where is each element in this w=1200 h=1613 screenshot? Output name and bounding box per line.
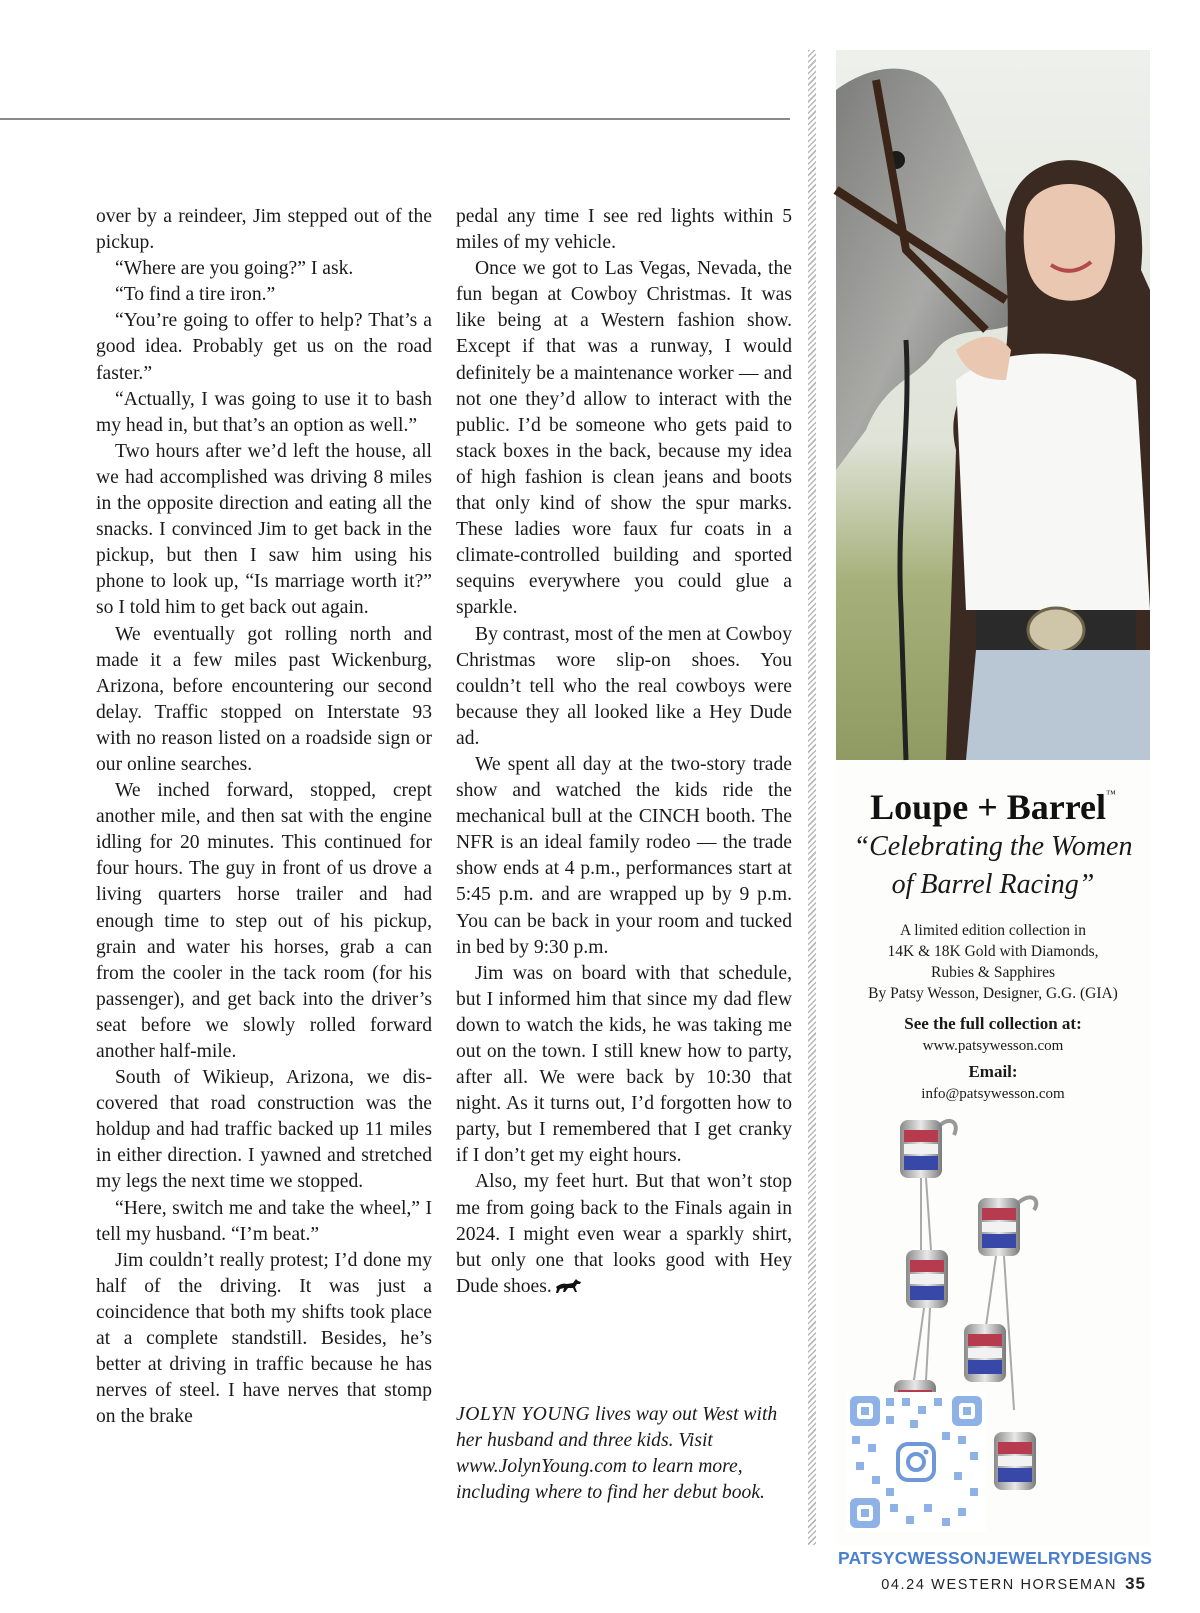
zigzag-divider	[808, 50, 816, 1545]
top-rule	[0, 118, 790, 120]
instagram-icon	[898, 1444, 934, 1480]
article-column-2	[456, 204, 792, 1300]
paragraph-text: Also, my feet hurt. But that won’t stop me from going back to the Finals again in 2024. I might even wear a sparkly shirt, but only one that looks good with Hey Dude shoes.	[456, 1171, 792, 1297]
paragraph: Once we got to Las Vegas, Nevada, the fun began at Cowboy Christmas. It was like being at a Western fashion show. Except if that was a runway, I would definitely be a maintenance worker — and not one they’d allow to interact with the public. I’d be someone who gets paid to stack boxes in the back, because my idea of high fashion is clean jeans and boots that only kind of show the spur marks. These ladies wore faux fur coats in a climate-controlled building and sported sequins everywhere you could glue a sparkle.	[456, 258, 792, 619]
article-column-1	[96, 204, 432, 1430]
charm	[994, 1432, 1036, 1490]
paragraph: “Actually, I was going to use it to bash my head in, but that’s an option as well.”	[96, 388, 432, 436]
ad-description	[836, 920, 1150, 1004]
paragraph: “Where are you going?” I ask.	[115, 258, 354, 280]
email-label: Email:	[968, 1062, 1018, 1081]
paragraph-last	[456, 1169, 792, 1299]
horse-end-mark-icon	[554, 1278, 584, 1294]
paragraph: over by a reindeer, Jim stepped out of the pickup.	[96, 206, 432, 254]
ad-title-text: Loupe + Barrel	[870, 787, 1107, 827]
charm	[964, 1324, 1006, 1382]
charm	[906, 1250, 948, 1308]
qr-code-icon[interactable]	[846, 1392, 986, 1532]
paragraph: We eventually got rolling north and made it a few miles past Wickenburg, Arizona, before encountering our second delay. Traffic stopped on Interstate 93 with no reason listed on a roadside sign or our online searches.	[96, 623, 432, 775]
instagram-handle[interactable]: PATSYCWESSONJEWELRYDESIGNS	[838, 1548, 1153, 1568]
issue-date: 04.24	[881, 1577, 926, 1593]
horse-photo	[836, 50, 1150, 760]
magazine-name: WESTERN HORSEMAN	[931, 1577, 1118, 1593]
paragraph: By contrast, most of the men at Cowboy Christmas wore slip-on shoes. You couldn’t tell who the real cowboys were because they all looked like a Hey Dude ad.	[456, 623, 792, 749]
ad-tagline-line-2: of Barrel Racing”	[891, 869, 1095, 900]
email-link[interactable]: info@patsywesson.com	[921, 1086, 1065, 1102]
website-link[interactable]: www.patsywesson.com	[922, 1038, 1064, 1054]
ad-desc-line: 14K & 18K Gold with Diamonds,	[887, 943, 1099, 960]
author-bio-text: lives way out West with her husband and three kids. Visit www.JolynYoung.com to learn more, including where to find her debut book.	[456, 1404, 778, 1503]
ad-title	[836, 786, 1150, 828]
author-bio	[456, 1402, 792, 1506]
ad-desc-line: A limited edition collection in	[900, 922, 1086, 939]
ad-desc-line: Rubies & Sapphires	[931, 964, 1055, 981]
ad-tagline	[836, 828, 1150, 904]
paragraph: We inched forward, stopped, crept another mile, and then sat with the engine idling for 20 minutes. This continued for four hours. The guy in front of us drove a living quarters horse trailer and had enough time to step out of his pickup, grain and water his horses, grab a can from the cooler in the tack room (for his passenger), and get back into the driver’s seat before we slowly rolled forward another half-mile.	[96, 780, 432, 1062]
ad-desc-line: By Patsy Wesson, Designer, G.G. (GIA)	[868, 985, 1118, 1002]
author-name: JOLYN YOUNG	[456, 1404, 591, 1425]
jewelry-advertisement	[836, 50, 1153, 1568]
paragraph: Two hours after we’d left the house, all we had accomplished was driving 8 miles in the opposite direction and eating all the snacks. I convinced Jim to get back in the pickup, but then I saw him using his phone to look up, “Is marriage worth it?” so I told him to get back out again.	[96, 440, 432, 619]
paragraph: “You’re going to offer to help? That’s a good idea. Probably get us on the road faster.”	[96, 310, 432, 384]
horse-photo-illustration	[836, 50, 1150, 760]
ad-tagline-line-1: “Celebrating the Women	[853, 831, 1133, 862]
paragraph: Jim couldn’t really protest; I’d done my half of the driving. It was just a coincidence that both my shifts took place at a complete standstill. Besides, he’s better at driving in traffic because he has nerves of steel. I have nerves that stomp on the brake	[96, 1249, 432, 1428]
page-footer	[881, 1574, 1146, 1594]
paragraph: We spent all day at the two-story trade show and watched the kids ride the mechanical bull at the CINCH booth. The NFR is an ideal family rodeo — the trade show ends at 4 p.m., performances start at 5:45 p.m. and are wrapped up by 9 p.m. You can be back in your room and tucked in bed by 9:30 p.m.	[456, 753, 792, 958]
paragraph: South of Wikieup, Arizona, we discovered that road construction was the holdup and had traffic backed up 11 miles in either direction. I yawned and stretched my legs the next time we stopped.	[96, 1067, 432, 1193]
charm	[978, 1198, 1020, 1256]
paragraph: “To find a tire iron.”	[115, 284, 276, 306]
trademark-symbol: ™	[1106, 789, 1116, 800]
paragraph: pedal any time I see red lights within 5 miles of my vehicle.	[456, 206, 792, 254]
page-number: 35	[1125, 1574, 1146, 1593]
charm	[900, 1120, 942, 1178]
see-collection-label: See the full collection at:	[904, 1014, 1082, 1033]
paragraph: Jim was on board with that schedule, but I informed him that since my dad flew down to watch the kids, he was taking me out on the town. I still knew how to party, after all. We were back by 10:30 that night. As it turns out, I’d forgotten how to party, but I remembered that I get cranky if I don’t get my eight hours.	[456, 962, 792, 1167]
paragraph: “Here, switch me and take the wheel,” I tell my husband. “I’m beat.”	[96, 1197, 432, 1245]
